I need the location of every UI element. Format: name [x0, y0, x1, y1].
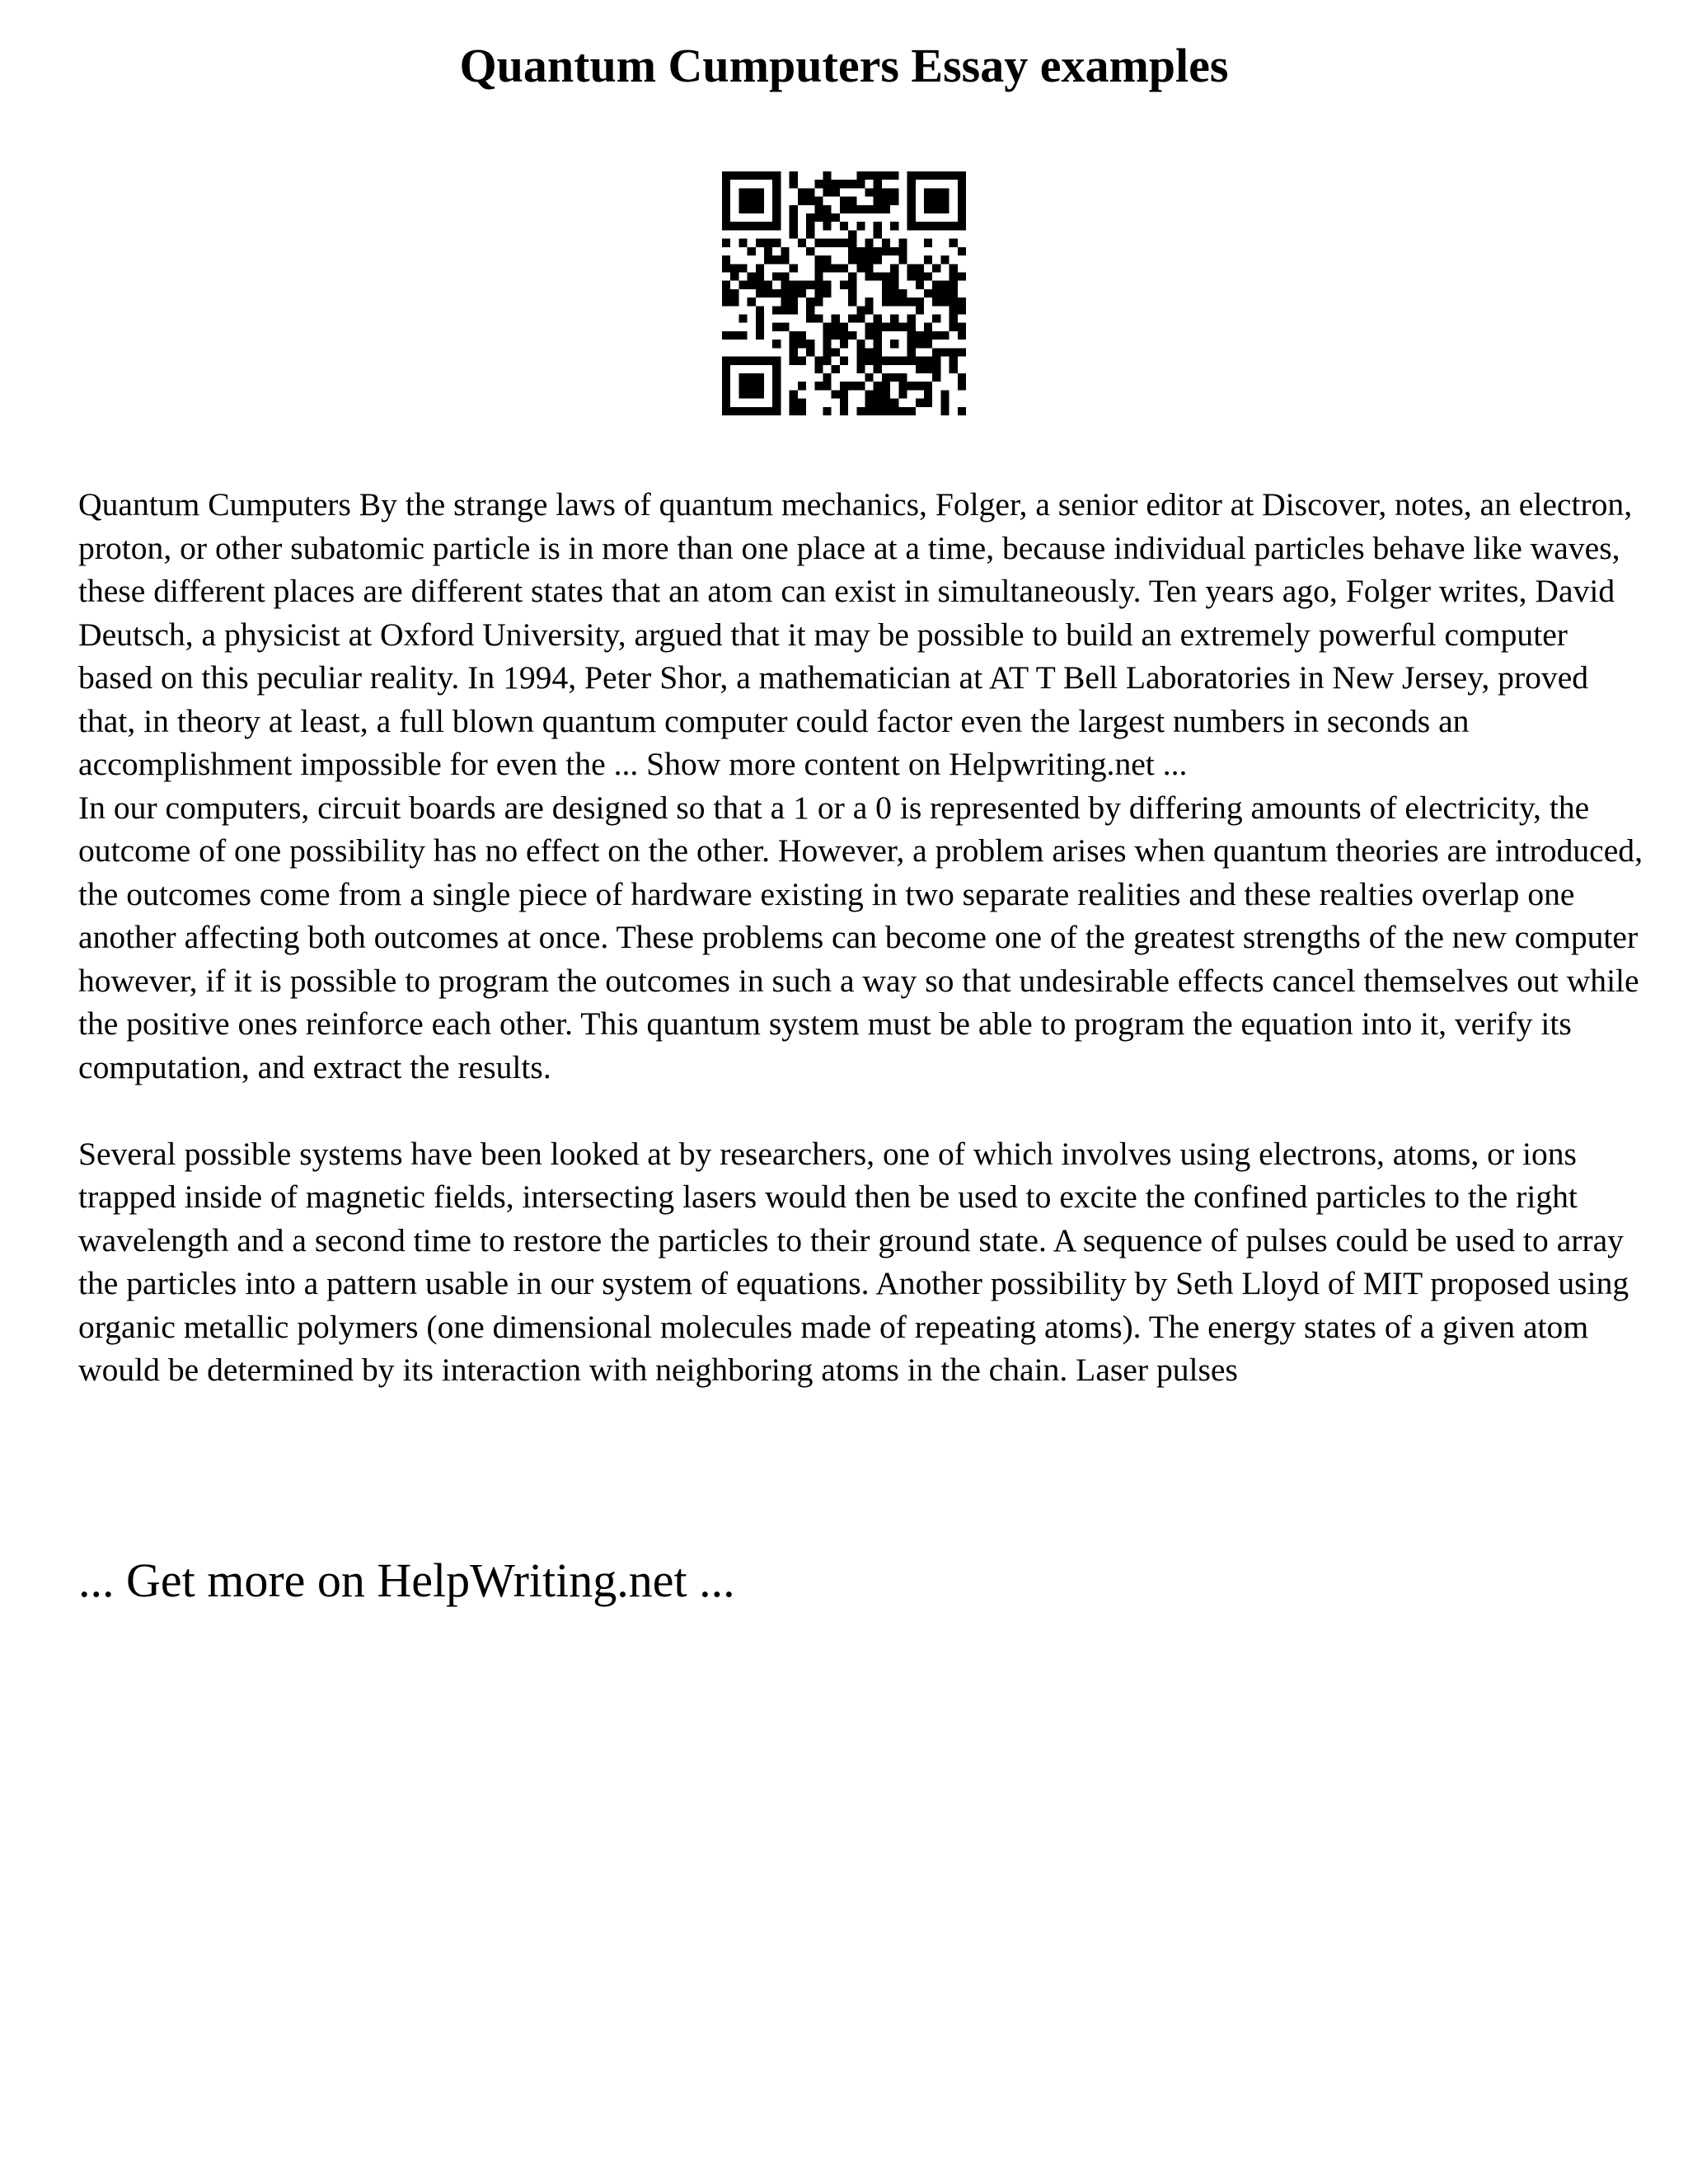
paragraph-2: In our computers, circuit boards are designed so that a 1 or a 0 is represented by differing amounts of electricity, the outcome of one possibility has no effect on the other. However, a problem arises when quantum theories are introduced, the outcomes come from a single piece of hardware existing in two separate realities and these realties overlap one another affecting both outcomes at once. These problems can become one of the greatest strengths of the new computer however, if it is possible to program the outcomes in such a way so that undesirable effects cancel themselves out while the positive ones reinforce each other. This quantum system must be able to program the equation into it, verify its computation, and extract the results.: [78, 789, 1643, 1085]
paragraph-3: Several possible systems have been looked at by researchers, one of which involves using electrons, atoms, or ions trapped inside of magnetic fields, intersecting lasers would then be used to excite the confined particles to the right wavelength and a second time to restore the particles to their ground state. A sequence of pulses could be used to array the particles into a pattern usable in our system of equations. Another possibility by Seth Lloyd of MIT proposed using organic metallic polymers (one dimensional molecules made of repeating atoms). The energy states of a given atom would be determined by its interaction with neighboring atoms in the chain. Laser pulses: [78, 1135, 1629, 1388]
paragraph-1: Quantum Cumputers By the strange laws of quantum mechanics, Folger, a senior editor at Discover, notes, an electron, proton, or other subatomic particle is in more than one place at a time, because individual particles behave like waves, these different places are different states that an atom can exist in simultaneously. Ten years ago, Folger writes, David Deutsch, a physicist at Oxford University, argued that it may be possible to build an extremely powerful computer based on this peculiar reality. In 1994, Peter Shor, a mathematician at AT T Bell Laboratories in New Jersey, proved that, in theory at least, a full blown quantum computer could factor even the largest numbers in seconds an accomplishment impossible for even the ... Show more content on Helpwriting.net ...: [78, 486, 1633, 782]
essay-body: [78, 483, 1644, 1392]
qr-code-icon: [722, 171, 966, 415]
get-more-link[interactable]: ... Get more on HelpWriting.net ...: [78, 1554, 735, 1607]
page-title: Quantum Cumputers Essay examples: [459, 39, 1229, 92]
